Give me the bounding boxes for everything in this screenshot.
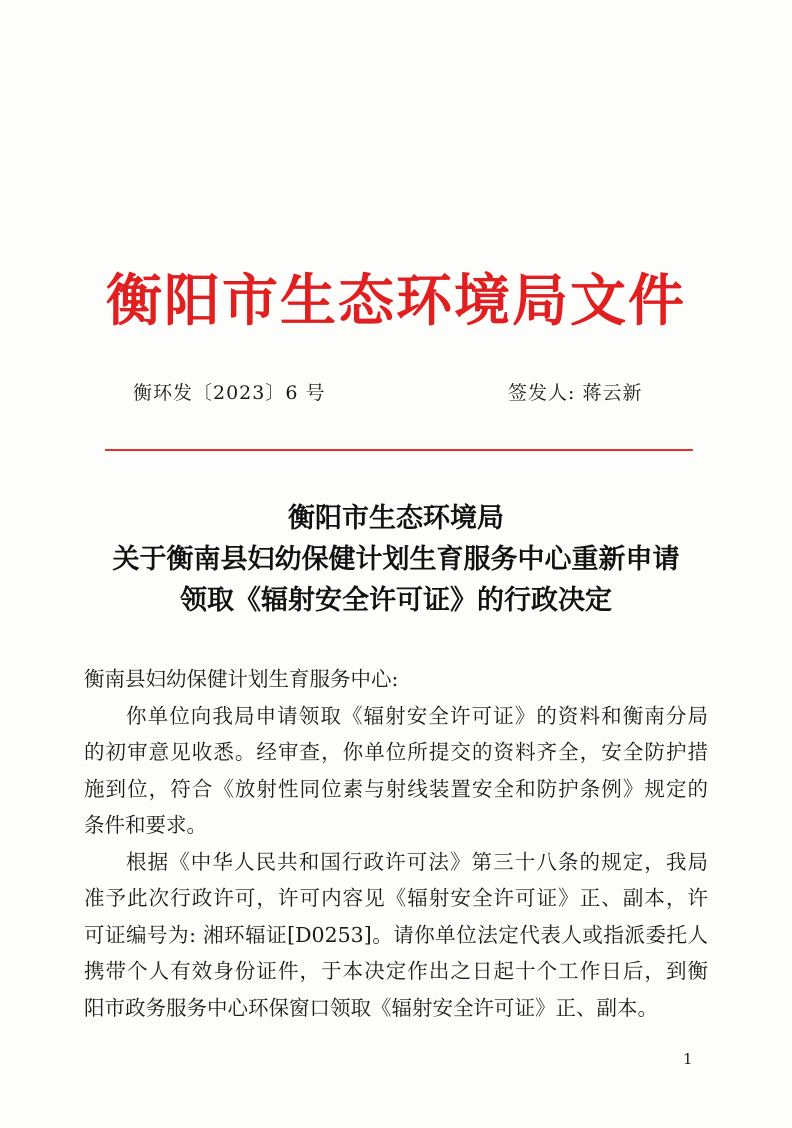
title-line-2: 关于衡南县妇幼保健计划生育服务中心重新申请	[112, 544, 680, 575]
paragraph-1-line: 的初审意见收悉。经审查，你单位所提交的资料齐全，安全防护措	[84, 740, 708, 764]
document-header-title: 衡阳市生态环境局文件	[106, 269, 686, 334]
document-title	[0, 498, 792, 621]
signer: 签发人: 蒋云新	[508, 382, 643, 404]
paragraph-1-line: 你单位向我局申请领取《辐射安全许可证》的资料和衡南分局	[126, 703, 708, 728]
document-body	[84, 661, 708, 1026]
paragraph-2-line: 根据《中华人民共和国行政许可法》第三十八条的规定，我局	[126, 849, 708, 874]
paragraph-1-line: 施到位，符合《放射性同位素与射线装置安全和防护条例》规定的	[84, 776, 708, 801]
paragraph-1-line: 条件和要求。	[84, 813, 207, 837]
page-number: 1	[683, 1050, 693, 1068]
title-line-3: 领取《辐射安全许可证》的行政决定	[180, 585, 612, 616]
paragraph-2	[84, 844, 708, 1027]
paragraph-2-line: 准予此次行政许可，许可内容见《辐射安全许可证》正、副本，许	[84, 886, 708, 910]
red-divider-line	[105, 449, 693, 451]
salutation: 衡南县妇幼保健计划生育服务中心:	[84, 667, 399, 691]
paragraph-1	[84, 698, 708, 844]
paragraph-2-line: 阳市政务服务中心环保窗口领取《辐射安全许可证》正、副本。	[84, 995, 658, 1020]
document-number: 衡环发〔2023〕6 号	[133, 382, 326, 404]
title-line-1: 衡阳市生态环境局	[288, 503, 504, 534]
paragraph-2-line: 携带个人有效身份证件，于本决定作出之日起十个工作日后，到衡	[84, 959, 708, 983]
paragraph-2-line: 可证编号为: 湘环辐证[D0253]。请你单位法定代表人或指派委托人	[84, 922, 708, 947]
